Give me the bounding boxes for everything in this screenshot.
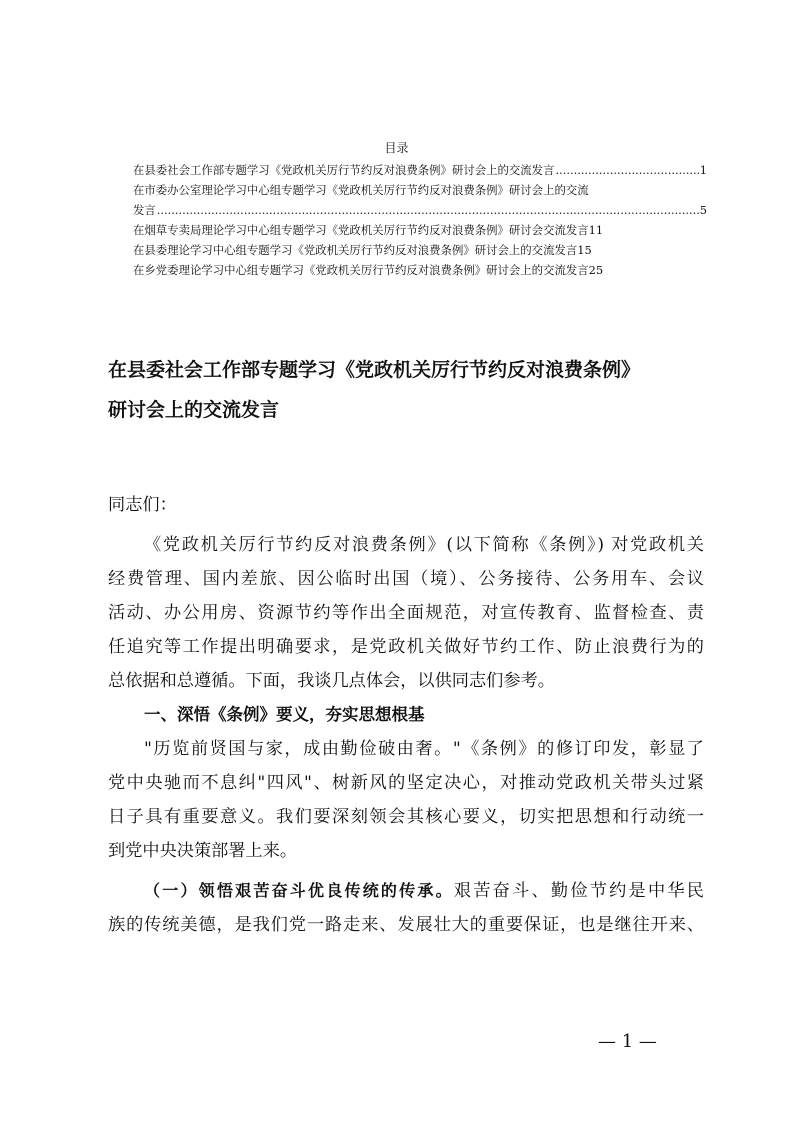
toc-entry-text: 在市委办公室理论学习中心组专题学习《党政机关厉行节约反对浪费条例》研讨会上的交流 xyxy=(133,183,589,197)
paragraph-line: 到党中央决策部署上来。 xyxy=(108,841,298,861)
paragraph-line: 总依据和总遵循。下面，我谈几点体会，以供同志们参考。 xyxy=(108,671,555,691)
toc-leader xyxy=(555,160,698,180)
paragraph-line: 党中央驰而不息纠"四风"、树新风的坚定决心，对推动党政机关带头过紧 xyxy=(108,773,704,793)
paragraph-line: 活动、办公用房、资源节约等作出全面规范，对宣传教育、监督检查、责 xyxy=(108,603,704,623)
toc-entry-text-continued: 发言 xyxy=(133,203,156,217)
paragraph-line: 经费管理、国内差旅、因公临时出国（境）、公务接待、公务用车、会议 xyxy=(108,569,704,589)
paragraph xyxy=(108,732,704,868)
subsection-text: 艰苦奋斗、勤俭节约是中华民 xyxy=(453,881,704,901)
toc-title: 目录 xyxy=(384,141,409,155)
subsection-heading: （一）领悟艰苦奋斗优良传统的传承。 xyxy=(144,881,454,900)
toc-entry-page: 11 xyxy=(588,223,604,237)
table-of-contents xyxy=(133,160,707,280)
toc-entry-text: 在烟草专卖局理论学习中心组专题学习《党政机关厉行节约反对浪费条例》研讨会交流发言 xyxy=(133,223,589,237)
paragraph-line: "历览前贤国与家，成由勤俭破由奢。"《条例》的修订印发，彰显了 xyxy=(144,739,704,759)
paragraph xyxy=(108,528,704,698)
paragraph-line xyxy=(108,874,704,908)
toc-entry[interactable] xyxy=(133,260,707,280)
page-number: — 1 — xyxy=(598,1031,657,1052)
paragraph xyxy=(108,874,704,942)
toc-entry[interactable] xyxy=(133,180,707,220)
document-title-line: 在县委社会工作部专题学习《党政机关厉行节约反对浪费条例》 xyxy=(108,359,641,381)
toc-entry-text: 在县委理论学习中心组专题学习《党政机关厉行节约反对浪费条例》研讨会上的交流发言 xyxy=(133,243,578,257)
toc-entry[interactable] xyxy=(133,160,707,180)
toc-entry-page: 15 xyxy=(577,243,592,257)
toc-entry-page: 1 xyxy=(699,163,707,177)
paragraph-line: 《党政机关厉行节约反对浪费条例》(以下简称《条例》) 对党政机关 xyxy=(144,535,704,555)
toc-entry-page: 25 xyxy=(588,263,604,277)
section-heading: 一、深悟《条例》要义，夯实思想根基 xyxy=(144,705,425,724)
paragraph-line: 族的传统美德，是我们党一路走来、发展壮大的重要保证，也是继往开来、 xyxy=(108,915,704,935)
toc-entry-text: 在县委社会工作部专题学习《党政机关厉行节约反对浪费条例》研讨会上的交流发言 xyxy=(133,163,555,177)
toc-entry[interactable] xyxy=(133,240,707,260)
toc-entry-text: 在乡党委理论学习中心组专题学习《党政机关厉行节约反对浪费条例》研讨会上的交流发言 xyxy=(133,263,589,277)
salutation: 同志们： xyxy=(108,495,177,515)
toc-entry[interactable] xyxy=(133,220,707,240)
document-body xyxy=(108,488,704,942)
toc-entry-page: 5 xyxy=(699,203,707,217)
paragraph-line: 任追究等工作提出明确要求，是党政机关做好节约工作、防止浪费行为的 xyxy=(108,637,704,657)
toc-leader xyxy=(157,200,699,220)
document-title xyxy=(108,350,708,430)
document-title-line: 研讨会上的交流发言 xyxy=(108,399,280,421)
paragraph-line: 日子具有重要意义。我们要深刻领会其核心要义，切实把思想和行动统一 xyxy=(108,807,704,827)
